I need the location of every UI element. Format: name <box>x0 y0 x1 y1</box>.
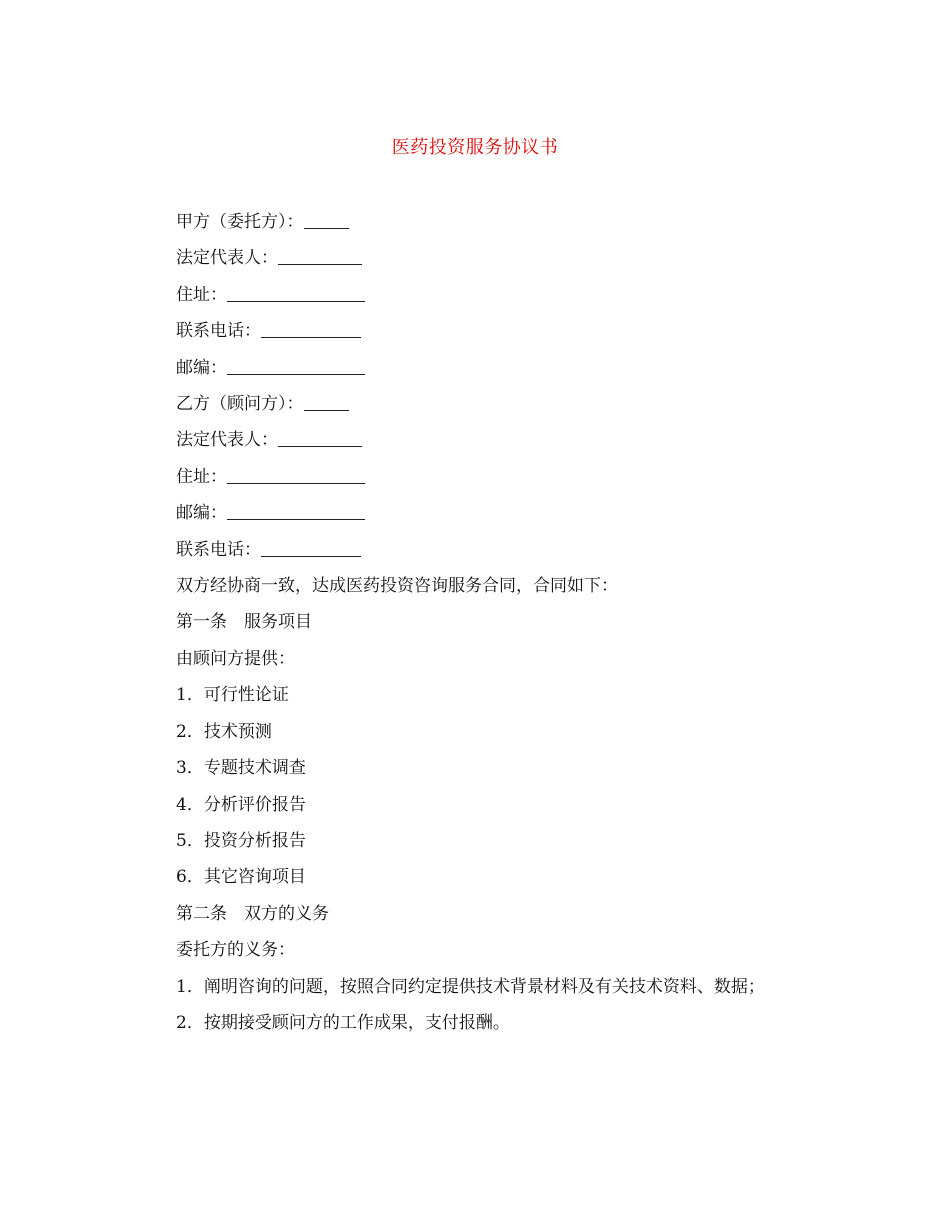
article-2-heading: 第二条 双方的义务 <box>176 903 329 924</box>
intro-paragraph: 双方经协商一致，达成医药投资咨询服务合同，合同如下： <box>176 576 618 597</box>
party-b-postcode-line <box>140 495 790 531</box>
fill-blank <box>227 356 365 375</box>
fill-blank <box>227 283 365 302</box>
legal-rep-label: 法定代表人： <box>176 430 278 451</box>
fill-blank <box>304 210 349 229</box>
party-a-label: 甲方（委托方）： <box>176 212 304 232</box>
phone-label: 联系电话： <box>176 539 261 560</box>
party-b-line <box>140 386 790 422</box>
list-item: 1．可行性论证 <box>176 685 289 706</box>
postcode-label: 邮编： <box>176 503 227 524</box>
fill-blank <box>227 501 365 520</box>
party-b-address-line <box>140 459 790 495</box>
fill-blank <box>304 392 349 411</box>
list-item: 3．专题技术调查 <box>176 758 306 779</box>
list-item: 5．投资分析报告 <box>176 830 306 851</box>
party-b-phone-line <box>140 532 790 568</box>
list-item: 4．分析评价报告 <box>176 794 306 815</box>
list-item: 6．其它咨询项目 <box>176 867 306 888</box>
phone-label: 联系电话： <box>176 321 261 342</box>
document-body <box>140 204 790 1041</box>
fill-blank <box>227 465 365 484</box>
article-1-lead: 由顾问方提供： <box>176 648 295 669</box>
party-a-postcode-line <box>140 350 790 386</box>
list-item: 2．按期接受顾问方的工作成果，支付报酬。 <box>176 1012 510 1033</box>
party-a-legal-rep-line <box>140 240 790 276</box>
fill-blank <box>261 538 361 557</box>
legal-rep-label: 法定代表人： <box>176 248 278 269</box>
party-a-line <box>140 204 790 240</box>
address-label: 住址： <box>176 466 227 487</box>
fill-blank <box>278 246 362 265</box>
party-a-address-line <box>140 277 790 313</box>
address-label: 住址： <box>176 284 227 305</box>
fill-blank <box>278 428 362 447</box>
document-title: 医药投资服务协议书 <box>391 137 559 158</box>
article-2-lead: 委托方的义务： <box>176 940 295 961</box>
party-a-phone-line <box>140 313 790 349</box>
list-item: 1．阐明咨询的问题，按照合同约定提供技术背景材料及有关技术资料、数据； <box>176 976 765 997</box>
party-b-legal-rep-line <box>140 422 790 458</box>
postcode-label: 邮编： <box>176 357 227 378</box>
list-item: 2．技术预测 <box>176 721 272 742</box>
party-b-label: 乙方（顾问方）： <box>176 394 304 415</box>
article-1-heading: 第一条 服务项目 <box>176 612 312 633</box>
fill-blank <box>261 319 361 338</box>
